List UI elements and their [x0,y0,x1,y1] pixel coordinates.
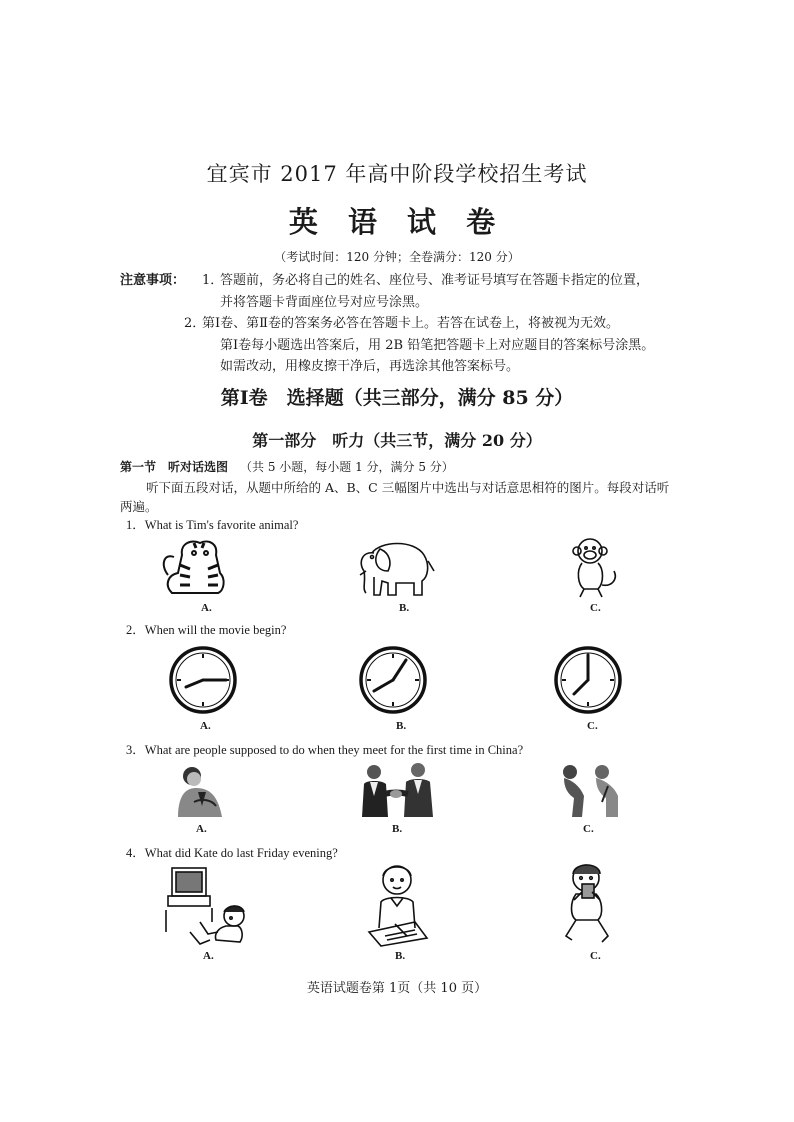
option-label: B. [395,950,406,962]
note-line: 并将答题卡背面座位号对应号涂黑。 [220,294,429,310]
question-2 [126,620,286,638]
time-note: （考试时间：120 分钟；全卷满分：120 分） [274,250,520,264]
note-number: 2． [184,316,206,331]
option-label: C. [583,823,594,835]
instruction: 听下面五段对话，从题中所给的 A、B、C 三幅图片中选出与对话意思相符的图片。每段对话听两遍。 [120,480,670,514]
part-title: 第Ⅰ卷 选择题（共三部分，满分 85 分） [220,387,574,409]
monkey-icon [568,535,623,600]
note-line: 答题前，务必将自己的姓名、座位号、准考证号填写在答题卡指定的位置， [220,273,650,288]
writing-icon [355,862,440,947]
option-label: A. [196,823,207,835]
question-text: What did Kate do last Friday evening? [144,846,338,860]
option-label: C. [587,720,598,732]
note-line: 第Ⅰ卷、第Ⅱ卷的答案务必答在答题卡上。若答在试卷上，将被视为无效。 [202,316,619,331]
note-line: 如需改动，用橡皮擦干净后，再选涂其他答案标号。 [220,359,520,374]
clock-icon [358,645,428,715]
option-label: A. [201,602,212,614]
option-label: A. [200,720,211,732]
notes-label: 注意事项： [120,273,186,288]
section-title: 第一部分 听力（共三节，满分 20 分） [252,431,542,450]
question-3 [126,740,523,758]
note-line: 第Ⅰ卷每小题选出答案后，用 2B 铅笔把答题卡上对应题目的答案标号涂黑。 [220,337,655,353]
exam-notes [120,270,680,378]
subsection-note: （共 5 小题，每小题 1 分，满分 5 分） [240,460,454,474]
question-text: What are people supposed to do when they meet for the first time in China? [144,743,524,757]
exam-title: 宜宾市 2017 年高中阶段学校招生考试 [206,162,588,186]
subsection-label: 第一节 听对话选图 [120,460,229,474]
namaste-greeting-icon [172,762,234,817]
question-number: 1． [126,518,145,532]
clock-icon [168,645,238,715]
clock-icon [553,645,623,715]
option-label: B. [399,602,410,614]
question-number: 2． [126,623,145,637]
question-number: 3． [126,743,145,757]
option-label: B. [396,720,407,732]
subsection-heading [120,458,680,475]
watching-tv-icon [160,862,255,947]
paper-title: 英 语 试 卷 [288,205,506,239]
question-1 [126,515,298,533]
elephant-icon [352,537,437,597]
option-label: C. [590,602,601,614]
note-number: 1． [202,273,224,288]
handshake-icon [360,762,435,817]
tiger-icon [160,535,235,600]
question-number: 4． [126,846,145,860]
option-label: C. [590,950,601,962]
option-label: B. [392,823,403,835]
question-4 [126,843,338,861]
page-footer: 英语试题卷第 1页（共 10 页） [306,981,488,996]
question-text: What is Tim's favorite animal? [144,518,299,532]
question-text: When will the movie begin? [144,623,287,637]
eating-icon [558,862,618,947]
option-label: A. [203,950,214,962]
bowing-icon [558,762,623,817]
